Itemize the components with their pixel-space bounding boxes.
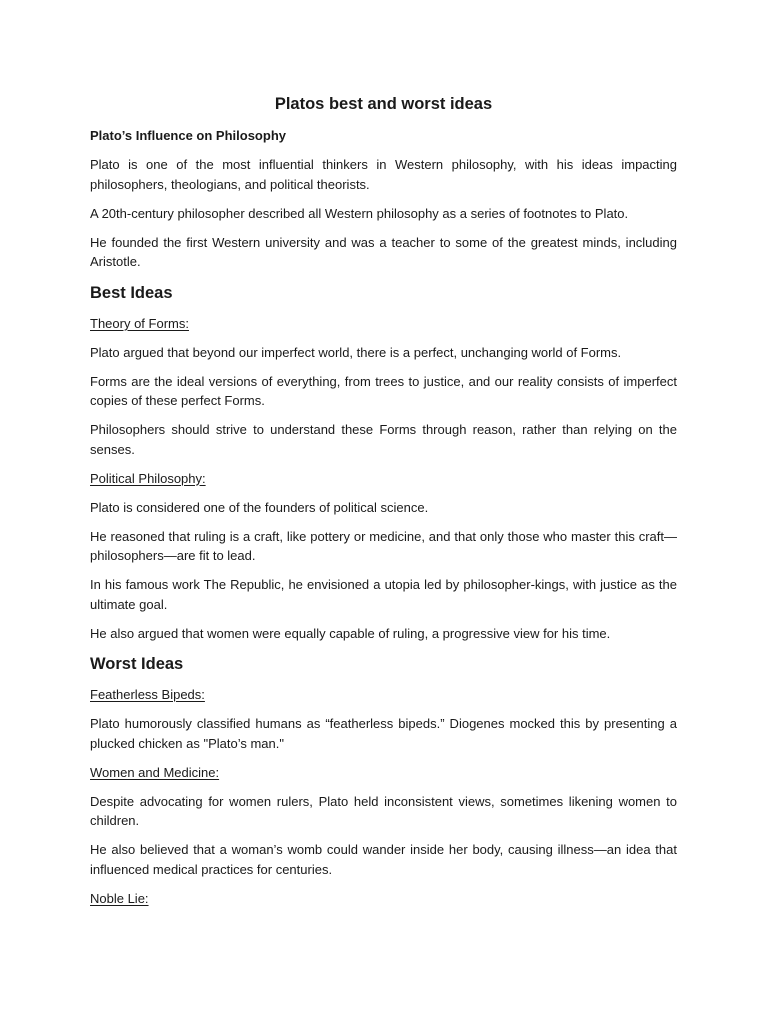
paragraph: Forms are the ideal versions of everything, from trees to justice, and our reality consists of imperfect copies of these perfect Forms. [90, 373, 677, 408]
paragraph: Plato is considered one of the founders of political science. [90, 499, 429, 515]
paragraph: He also argued that women were equally capable of ruling, a progressive view for his time. [90, 625, 611, 641]
paragraph: Despite advocating for women rulers, Plato held inconsistent views, sometimes likening women to children. [90, 793, 677, 828]
paragraph: Plato humorously classified humans as “featherless bipeds.” Diogenes mocked this by presenting a plucked chicken as "Plato’s man." [90, 716, 677, 751]
best-ideas-heading: Best Ideas [90, 283, 173, 302]
political-philosophy-label: Political Philosophy: [90, 470, 206, 486]
paragraph: He founded the first Western university and was a teacher to some of the greatest minds, including Aristotle. [90, 234, 677, 269]
paragraph: Plato argued that beyond our imperfect world, there is a perfect, unchanging world of Forms. [90, 344, 622, 360]
document-title: Platos best and worst ideas [274, 95, 493, 113]
paragraph: He reasoned that ruling is a craft, like pottery or medicine, and that only those who master this craft—philosophers—are fit to lead. [90, 528, 677, 563]
influence-subtitle: Plato’s Influence on Philosophy [90, 128, 286, 143]
theory-of-forms-label: Theory of Forms: [90, 315, 189, 331]
paragraph: A 20th-century philosopher described all Western philosophy as a series of footnotes to Plato. [90, 205, 629, 221]
noble-lie-label: Noble Lie: [90, 890, 149, 906]
document-page [90, 0, 677, 1024]
worst-ideas-heading: Worst Ideas [90, 655, 184, 673]
paragraph: Plato is one of the most influential thinkers in Western philosophy, with his ideas impacting philosophers, theologians, and political theorists. [90, 157, 677, 192]
paragraph: In his famous work The Republic, he envisioned a utopia led by philosopher-kings, with justice as the ultimate goal. [90, 577, 677, 612]
women-and-medicine-label: Women and Medicine: [90, 764, 220, 780]
document-body [90, 127, 677, 918]
featherless-bipeds-label: Featherless Bipeds: [90, 687, 205, 702]
paragraph: Philosophers should strive to understand these Forms through reason, rather than relying on the senses. [90, 422, 677, 457]
paragraph: He also believed that a woman’s womb could wander inside her body, causing illness—an idea that influenced medical practices for centuries. [90, 842, 677, 877]
